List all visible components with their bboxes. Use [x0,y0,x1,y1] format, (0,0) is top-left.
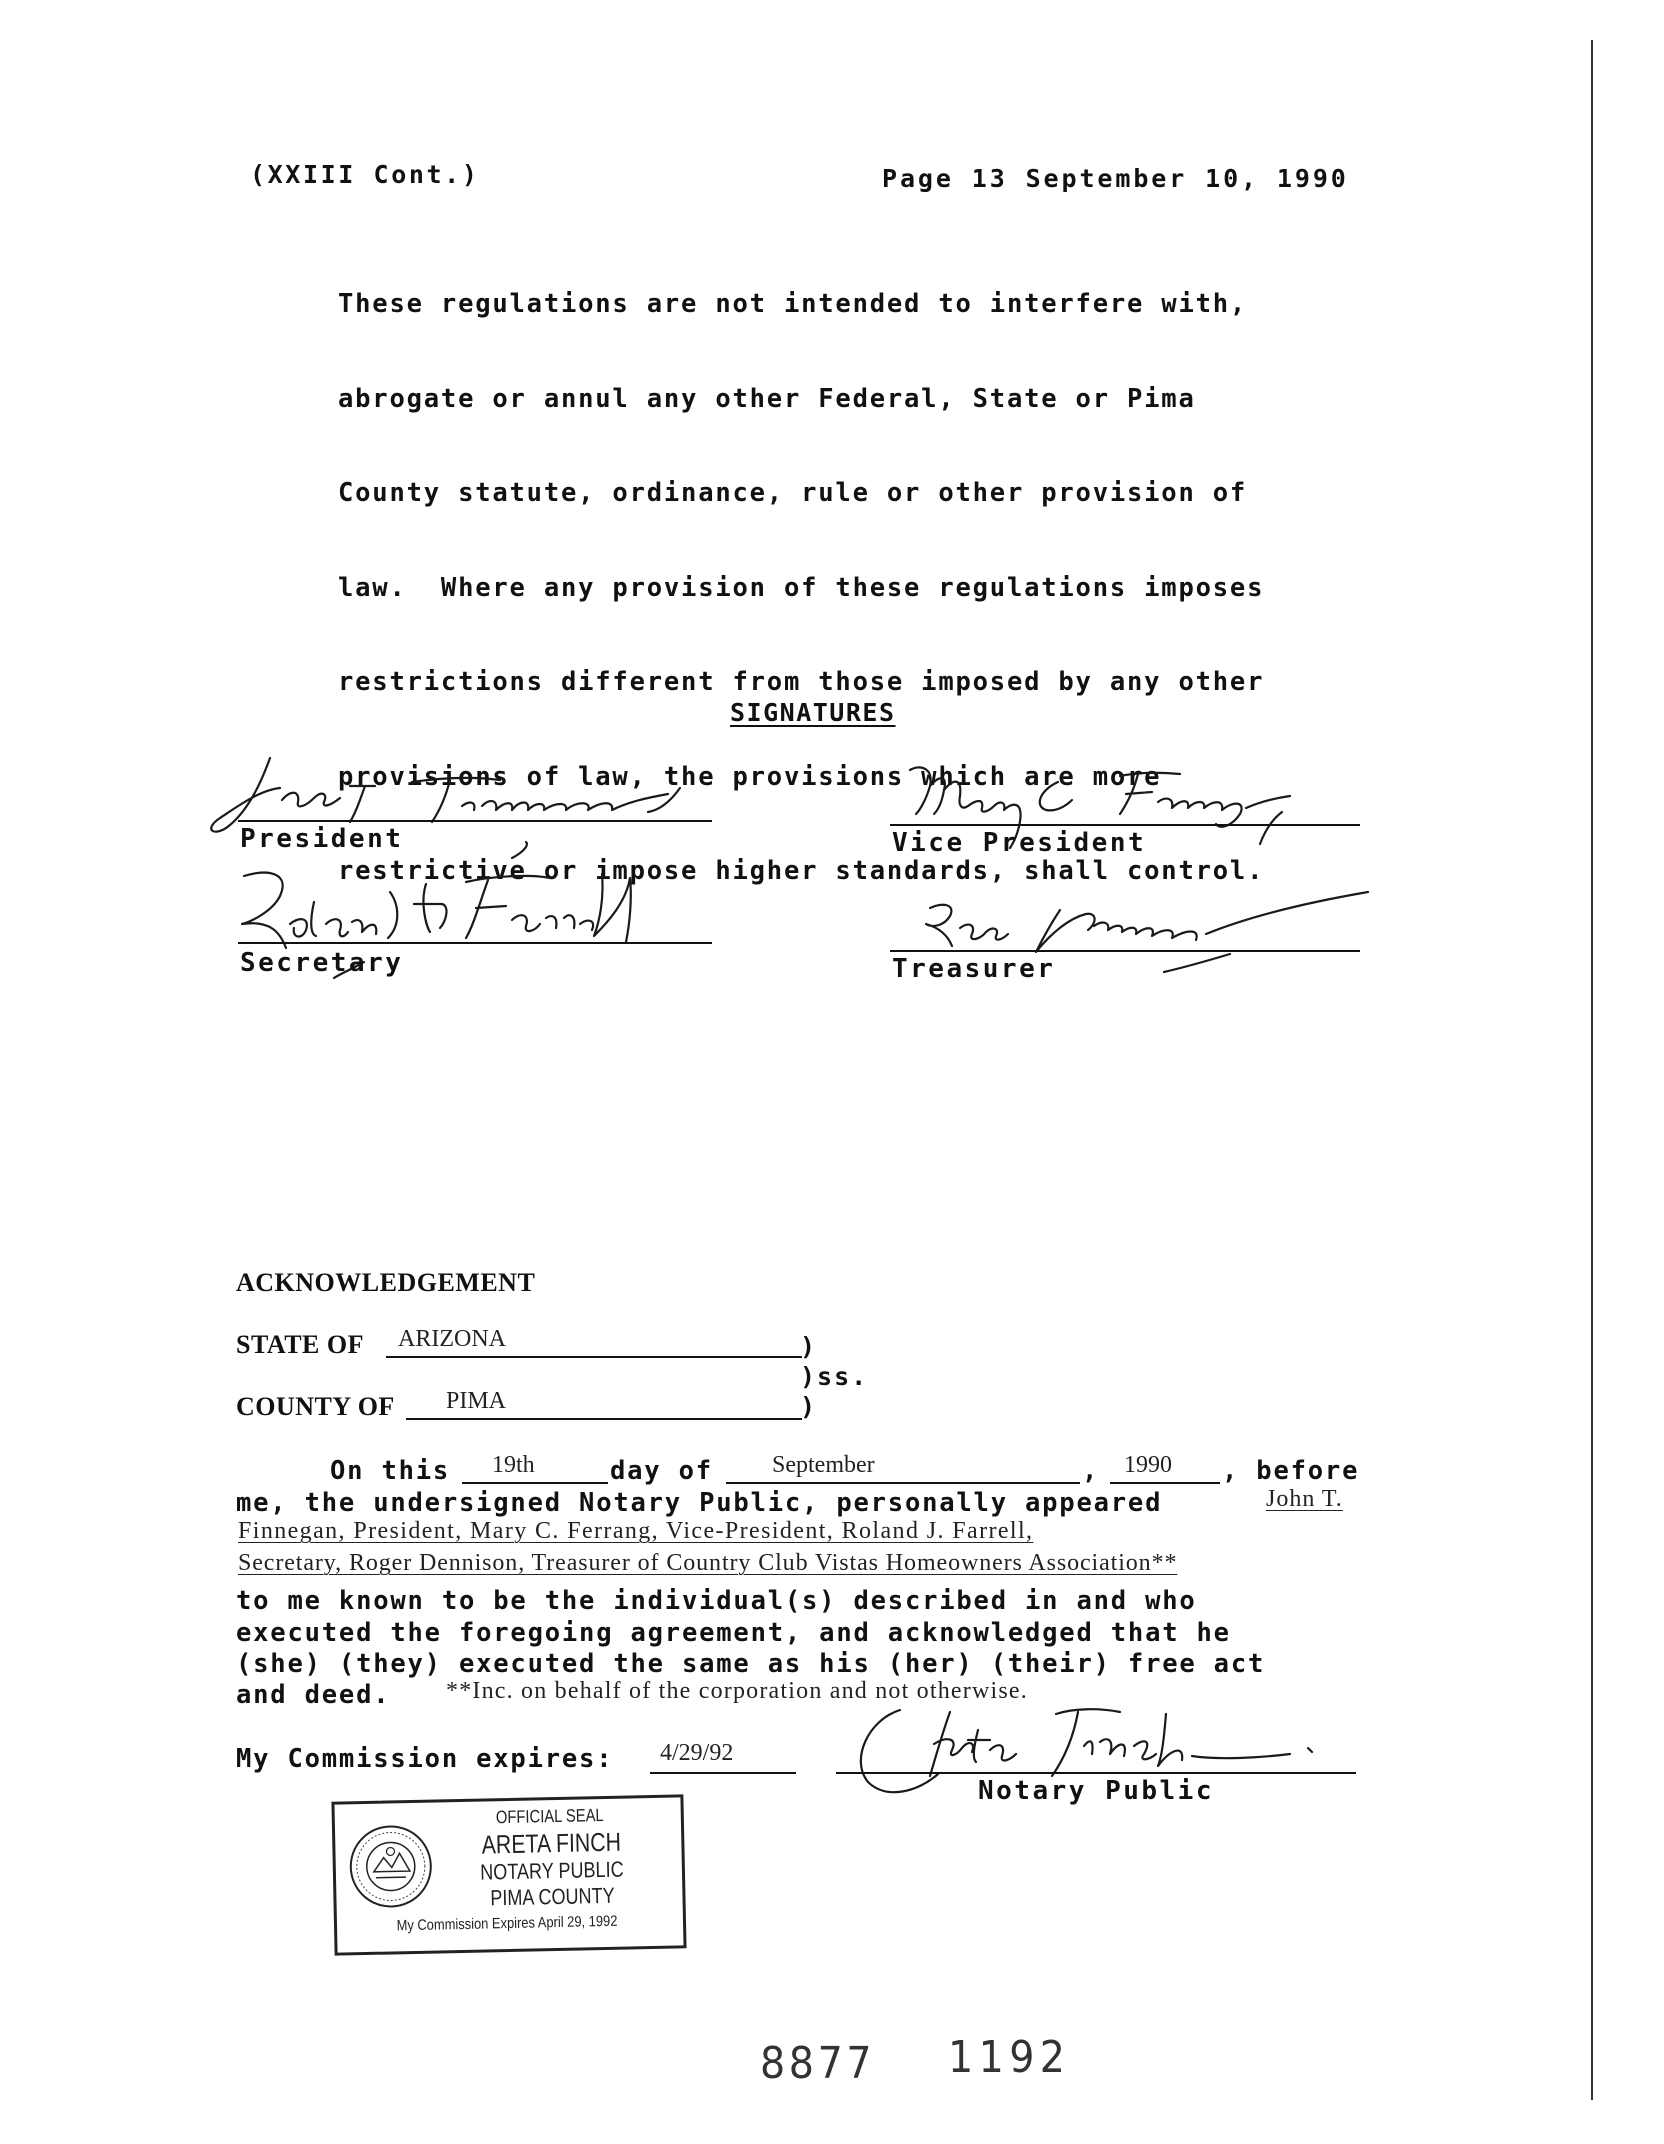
president-signature-line [238,820,712,822]
vice-president-label: Vice President [892,828,1147,858]
notary-seal [331,1794,686,1955]
county-line [406,1418,802,1420]
ack-line-6: executed the foregoing agreement, and acknowledged that he [236,1618,1231,1648]
before-text: , before [1222,1456,1360,1486]
paragraph-line: restrictions different from those imposed by any other [338,667,1265,697]
ack-names-2: Finnegan, President, Mary C. Ferrang, Vice-President, Roland J. Farrell, [238,1518,1034,1544]
state-line [386,1356,802,1358]
treasurer-label: Treasurer [892,954,1056,984]
county-paren: ) [800,1392,816,1421]
seal-official: OFFICIAL SEAL [495,1805,604,1828]
ack-names-3: Secretary, Roger Dennison, Treasurer of Country Club Vistas Homeowners Association** [238,1550,1178,1576]
month-value: September [772,1452,875,1478]
state-label: STATE OF [236,1330,365,1359]
ack-names-1: John T. [1266,1486,1343,1512]
secretary-signature-line [238,942,712,944]
seal-county: PIMA COUNTY [490,1882,615,1911]
seal-expiry: My Commission Expires April 29, 1992 [396,1912,618,1935]
secretary-label: Secretary [240,948,404,978]
ss-paren: )ss. [800,1362,869,1391]
paragraph-line: provisions of law, the provisions which are more [338,761,1162,792]
notary-signature-line [836,1772,1356,1774]
signatures-heading: SIGNATURES [730,698,896,727]
state-paren: ) [800,1332,816,1361]
book-number: 8877 [760,2038,876,2089]
notary-label: Notary Public [978,1776,1214,1806]
page-edge-line [1591,40,1593,2100]
ack-line-5: to me known to be the individual(s) described in and who [236,1586,1197,1616]
day-value: 19th [492,1452,535,1478]
day-line [462,1482,608,1484]
vice-president-signature-line [890,824,1360,826]
county-value: PIMA [446,1388,507,1414]
section-label: (XXIII Cont.) [250,160,480,189]
on-this-text: On this [330,1456,451,1486]
ack-line-8: and deed. [236,1680,391,1710]
treasurer-signature-line [890,950,1360,952]
ack-line-2: me, the undersigned Notary Public, personally appeared [236,1488,1163,1518]
county-label: COUNTY OF [236,1392,395,1421]
state-value: ARIZONA [398,1326,506,1352]
seal-name: ARETA FINCH [481,1826,622,1860]
commission-label: My Commission expires: [236,1744,614,1774]
state-seal-emblem [347,1823,435,1911]
comma-text: , [1082,1456,1100,1486]
seal-title: NOTARY PUBLIC [479,1856,624,1885]
year-line [1110,1482,1220,1484]
acknowledgement-heading: ACKNOWLEDGEMENT [236,1268,536,1297]
commission-line [650,1772,796,1774]
month-line [726,1482,1080,1484]
paragraph-line: abrogate or annul any other Federal, State or Pima [338,383,1196,414]
commission-value: 4/29/92 [660,1740,734,1766]
page-date: Page 13 September 10, 1990 [882,164,1349,193]
ack-line-7: (she) (they) executed the same as his (her) (their) free act [236,1649,1266,1679]
day-of-text: day of [610,1456,713,1486]
ack-note: **Inc. on behalf of the corporation and not otherwise. [446,1678,1028,1704]
paragraph-line: These regulations are not intended to interfere with, [338,289,1248,319]
paragraph-line: County statute, ordinance, rule or other provision of [338,478,1248,508]
year-value: 1990 [1124,1452,1172,1478]
president-label: President [240,824,404,854]
paragraph-line: law. Where any provision of these regulations imposes [338,572,1265,603]
paragraph-line: restrictive or impose higher standards, shall control. [338,856,1265,886]
page-number: 1192 [948,2032,1071,2083]
